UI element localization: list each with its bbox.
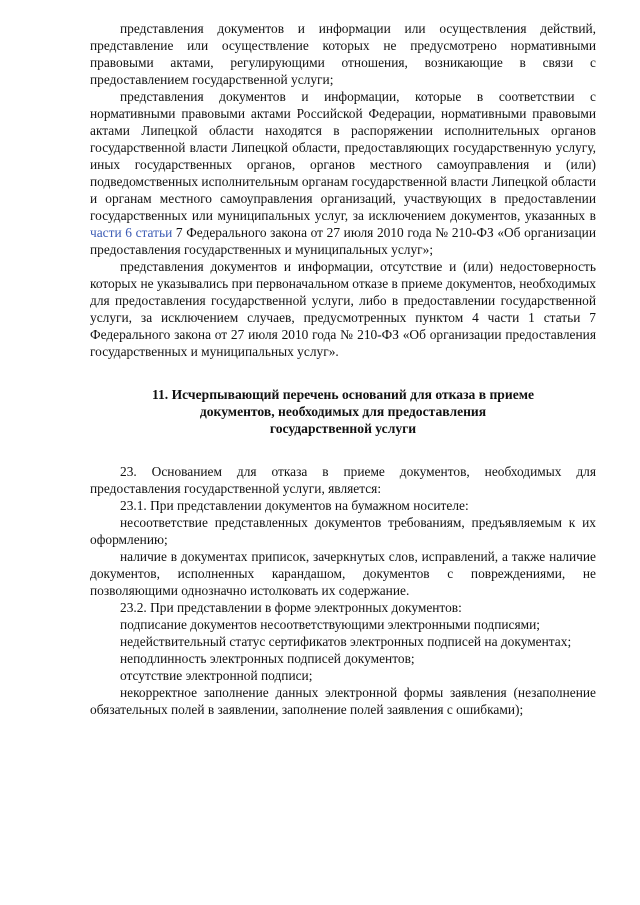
paragraph bbox=[90, 88, 596, 258]
heading-line: документов, необходимых для предоставления bbox=[199, 404, 487, 419]
paragraph: недействительный статус сертификатов электронных подписей на документах; bbox=[120, 634, 572, 649]
law-reference-link[interactable]: части 6 статьи bbox=[90, 225, 173, 240]
paragraph: 23. Основанием для отказа в приеме документов, необходимых для предоставления государственной услуги, является: bbox=[90, 464, 596, 496]
paragraph: представления документов и информации, отсутствие и (или) недостоверность которых не указывались при первоначальном отказе в приеме документов, необходимых для предоставления государственной услуги, либо в предоставлении государственной услуги, за исключением случаев, предусмотренных пунктом 4 части 1 статьи 7 Федерального закона от 27 июля 2010 года № 210-ФЗ «Об организации предоставления государственных и муниципальных услуг». bbox=[90, 259, 596, 359]
paragraph: 23.1. При представлении документов на бумажном носителе: bbox=[120, 498, 469, 513]
paragraph-text: представления документов и информации, которые в соответствии с нормативными правовыми актами Российской Федерации, нормативными правовыми актами Липецкой области находятся в распоряжении исполнительных органов государственной власти Липецкой области, предоставляющих государственную услугу, иных государственных органов, органов местного самоуправления и (или) подведомственных исполнительным органам государственной власти Липецкой области и органам местного самоуправления организаций, участвующих в предоставлении государственных или муниципальных услуг, за исключением документов, указанных в bbox=[90, 89, 596, 223]
paragraph: несоответствие представленных документов требованиям, предъявляемым к их оформлению; bbox=[90, 515, 596, 547]
heading-line: 11. Исчерпывающий перечень оснований для отказа в приеме bbox=[151, 387, 535, 402]
paragraph-text: 7 Федерального закона от 27 июля 2010 года № 210-ФЗ «Об организации предоставления государственных и муниципальных услуг»; bbox=[90, 225, 597, 257]
paragraph: представления документов и информации или осуществления действий, представление или осуществление которых не предусмотрено нормативными правовыми актами, регулирующими отношения, возникающие в связи с предоставлением государственной услуги; bbox=[90, 21, 596, 87]
section-heading bbox=[90, 386, 596, 437]
paragraph: подписание документов несоответствующими электронными подписями; bbox=[120, 617, 541, 632]
paragraph: 23.2. При представлении в форме электронных документов: bbox=[120, 600, 462, 615]
paragraph: некорректное заполнение данных электронной формы заявления (незаполнение обязательных полей в заявлении, заполнение полей заявления с ошибками); bbox=[90, 685, 596, 717]
paragraph: наличие в документах приписок, зачеркнутых слов, исправлений, а также наличие документов, исполненных карандашом, документов с повреждениями, не позволяющими однозначно истолковать их содержание. bbox=[90, 549, 596, 598]
paragraph: отсутствие электронной подписи; bbox=[120, 668, 313, 683]
paragraph: неподлинность электронных подписей документов; bbox=[120, 651, 415, 666]
heading-line: государственной услуги bbox=[269, 421, 417, 436]
